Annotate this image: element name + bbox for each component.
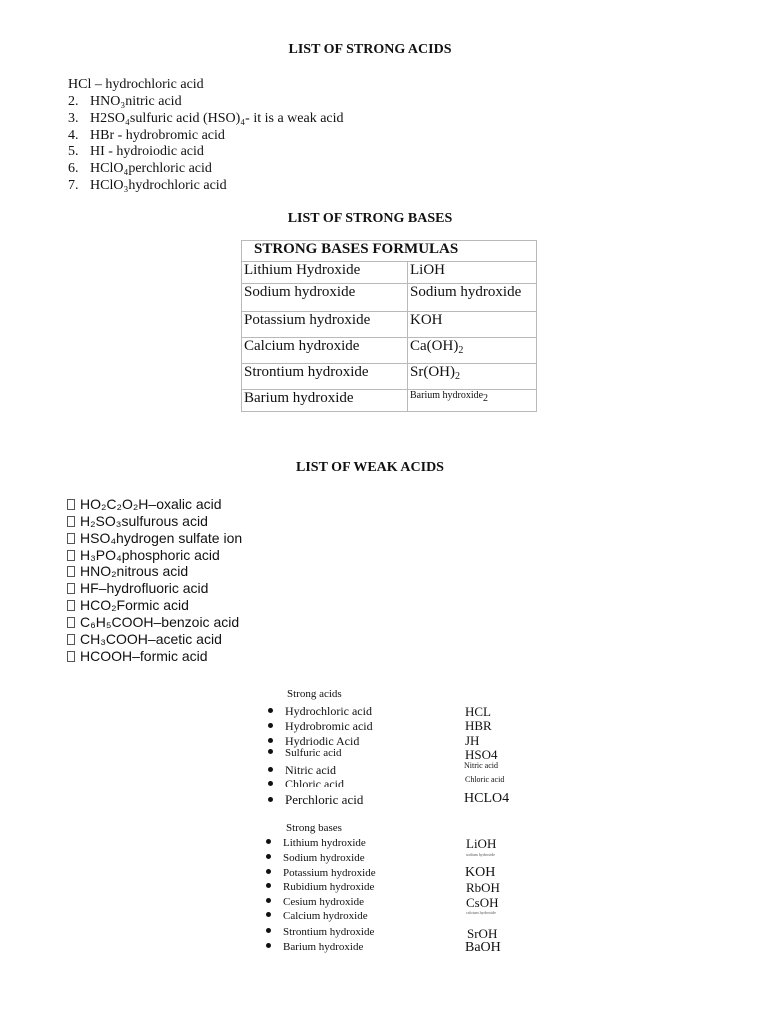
base-name-cell: Barium hydroxide [242,390,408,412]
lower-acid-formula: HCLO4 [464,791,510,806]
lower-acid-item: Chloric acid [268,777,344,787]
weak-acid-item: HCOOH–formic acid [67,648,208,664]
lower-base-item: Strontium hydroxide [266,926,374,938]
checkbox-glyph-icon [67,583,75,594]
checkbox-glyph-icon [67,600,75,611]
bullet-icon [268,738,273,743]
lower-base-formula: calcium hydroxide [466,910,496,915]
strong-bases-table [241,240,537,412]
bullet-icon [266,898,271,903]
bullet-icon [266,943,271,948]
lower-acid-item: Hydrochloric acid [268,704,372,719]
lower-base-formula: CsOH [466,895,499,910]
lower-base-formula: KOH [465,865,496,880]
checkbox-glyph-icon [67,566,75,577]
checkbox-glyph-icon [67,634,75,645]
checkbox-glyph-icon [67,550,75,561]
lower-acid-formula: Nitric acid [464,761,498,770]
lower-acid-item: Hydrobromic acid [268,719,373,734]
base-name-cell: Strontium hydroxide [242,364,408,390]
weak-acid-item: H₂SO₃sulfurous acid [67,513,208,529]
lower-base-item: Calcium hydroxide [266,910,368,922]
lower-strong-bases-title: Strong bases [286,822,342,834]
lower-acid-item: Nitric acid [268,763,336,778]
lower-acid-formula: HSO4 [465,747,498,762]
bullet-icon [268,708,273,713]
weak-acid-item: HO₂C₂O₂H–oxalic acid [67,496,222,512]
lower-base-formula: SrOH [467,926,498,941]
checkbox-glyph-icon [67,499,75,510]
base-formula-cell: $Ca(OH)_2$ [408,338,537,364]
bullet-icon [266,854,271,859]
lower-base-item: Barium hydroxide [266,941,363,953]
lower-base-item: Sodium hydroxide [266,852,365,864]
weak-acid-item: HSO₄hydrogen sulfate ion [67,530,242,546]
lower-base-item: Potassium hydroxide [266,867,376,879]
base-formula-cell: KOH [408,312,537,338]
strong-acid-item: 4. HBr - hydrobromic acid [68,128,225,143]
lower-base-formula: BaOH [465,940,501,955]
strong-acid-item: 3. H2SO₄sulfuric acid (HSO)₄- it is a weak acid [68,111,344,126]
bullet-icon [266,928,271,933]
lower-acid-formula: Chloric acid [465,775,505,784]
weak-acid-item: HF–hydrofluoric acid [67,580,208,596]
lower-acid-formula: HCL [465,704,491,719]
strong-acids-heading: LIST OF STRONG ACIDS [288,42,452,57]
lower-acid-item: Hydriodic Acid [268,734,359,749]
base-formula-cell: Sodium hydroxide [408,284,537,312]
weak-acid-item: CH₃COOH–acetic acid [67,631,222,647]
bullet-icon [266,912,271,917]
lower-base-formula: RbOH [466,880,500,895]
base-formula-cell: Barium hydroxide2 [408,390,537,412]
base-name-cell: Potassium hydroxide [242,312,408,338]
checkbox-glyph-icon [67,651,75,662]
strong-acid-item: 5. HI - hydroiodic acid [68,144,204,159]
lower-base-item: Rubidium hydroxide [266,881,374,893]
strong-bases-table-header: STRONG BASES FORMULAS [242,241,537,262]
bullet-icon [266,839,271,844]
lower-acid-item: Perchloric acid [268,792,363,808]
strong-bases-heading: LIST OF STRONG BASES [287,211,453,226]
base-name-cell: Sodium hydroxide [242,284,408,312]
lower-base-item: Cesium hydroxide [266,896,364,908]
lower-base-formula: LiOH [466,836,497,851]
lower-strong-acids-title: Strong acids [287,688,342,700]
lower-base-formula: sodium hydroxide [466,852,495,857]
weak-acid-item: HNO₂nitrous acid [67,563,188,579]
lower-acid-item: Sulfuric acid [268,747,342,759]
strong-acid-item: HCl – hydrochloric acid [68,77,204,92]
weak-acid-item: C₆H₅COOH–benzoic acid [67,614,239,630]
strong-acid-item: 7. HClO₃hydrochloric acid [68,178,227,193]
strong-acid-item: 6. HClO₄perchloric acid [68,161,212,176]
bullet-icon [266,869,271,874]
bullet-icon [268,749,273,754]
base-name-cell: Calcium hydroxide [242,338,408,364]
lower-base-item: Lithium hydroxide [266,837,366,849]
bullet-icon [268,767,273,772]
weak-acid-item: H₃PO₄phosphoric acid [67,547,220,563]
checkbox-glyph-icon [67,533,75,544]
lower-acid-formula: HBR [465,718,492,733]
bullet-icon [266,883,271,888]
base-name-cell: Lithium Hydroxide [242,262,408,284]
bullet-icon [268,797,273,802]
weak-acids-heading: LIST OF WEAK ACIDS [296,460,444,475]
weak-acid-item: HCO₂Formic acid [67,597,189,613]
checkbox-glyph-icon [67,617,75,628]
base-formula-cell: LiOH [408,262,537,284]
base-formula-cell: $Sr(OH)_2$ [408,364,537,390]
bullet-icon [268,781,273,786]
strong-acid-item: 2. HNO₃nitric acid [68,94,182,109]
bullet-icon [268,723,273,728]
checkbox-glyph-icon [67,516,75,527]
lower-acid-formula: JH [465,733,480,748]
